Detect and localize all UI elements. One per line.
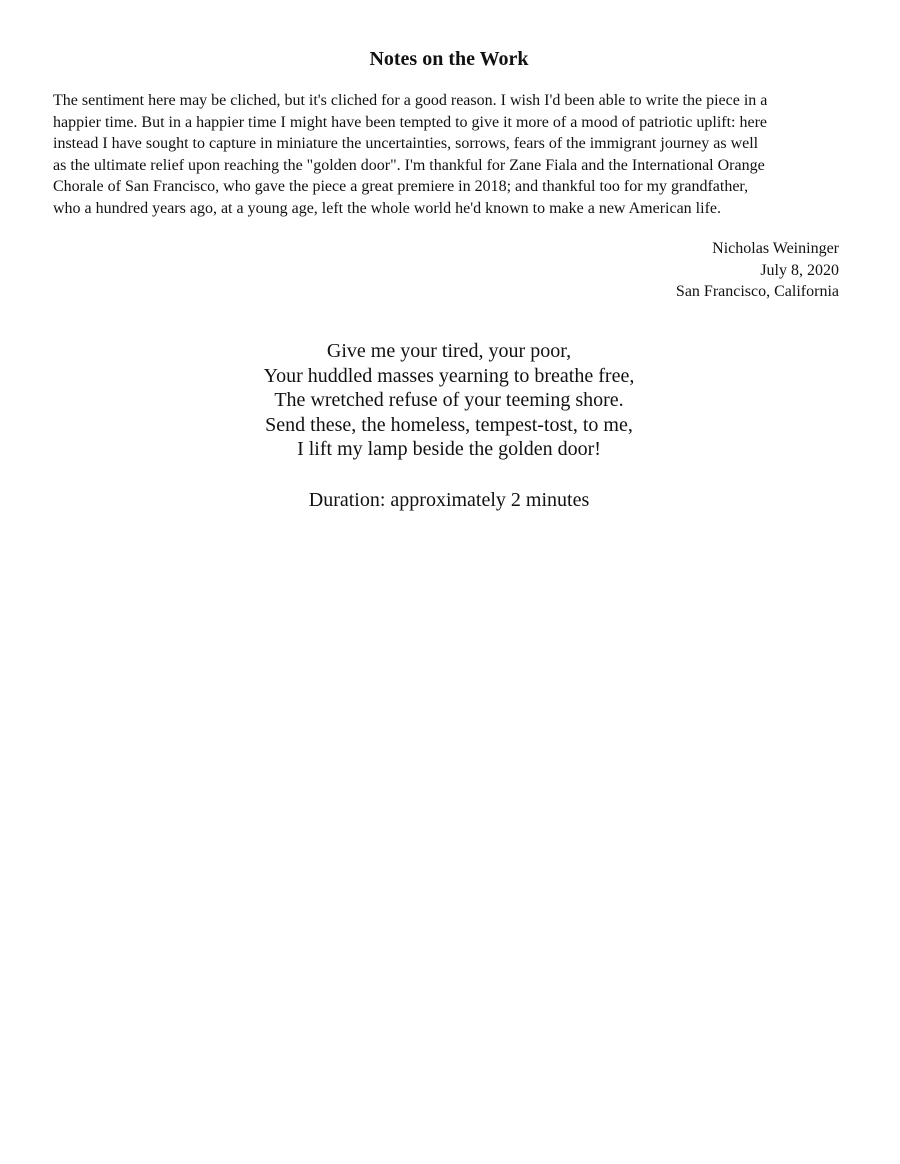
signature-place: San Francisco, California	[675, 283, 839, 300]
poem-line: I lift my lamp beside the golden door!	[297, 438, 601, 460]
poem-line: The wretched refuse of your teeming shore.	[274, 389, 624, 411]
notes-line: as the ultimate relief upon reaching the "golden door". I'm thankful for Zane Fiala and the International Orange	[53, 156, 765, 174]
notes-line: happier time. But in a happier time I might have been tempted to give it more of a mood of patriotic uplift: here	[53, 113, 768, 131]
poem-text	[0, 339, 898, 462]
page-title: Notes on the Work	[369, 48, 529, 70]
duration-text: Duration: approximately 2 minutes	[308, 489, 590, 511]
notes-paragraph	[53, 90, 843, 220]
notes-line: The sentiment here may be cliched, but it's cliched for a good reason. I wish I'd been able to write the piece in a	[53, 92, 768, 109]
poem-line: Send these, the homeless, tempest-tost, to me,	[265, 413, 633, 436]
poem-line: Give me your tired, your poor,	[326, 340, 572, 362]
notes-line: instead I have sought to capture in miniature the uncertainties, sorrows, fears of the immigrant journey as well	[53, 135, 759, 153]
signature-block	[500, 238, 839, 303]
notes-line: Chorale of San Francisco, who gave the piece a great premiere in 2018; and thankful too for my grandfather,	[53, 178, 749, 196]
notes-line: who a hundred years ago, at a young age, left the whole world he'd known to make a new American life.	[53, 199, 721, 217]
signature-date: July 8, 2020	[760, 261, 839, 279]
poem-line: Your huddled masses yearning to breathe free,	[263, 364, 635, 387]
signature-author: Nicholas Weininger	[712, 240, 839, 257]
